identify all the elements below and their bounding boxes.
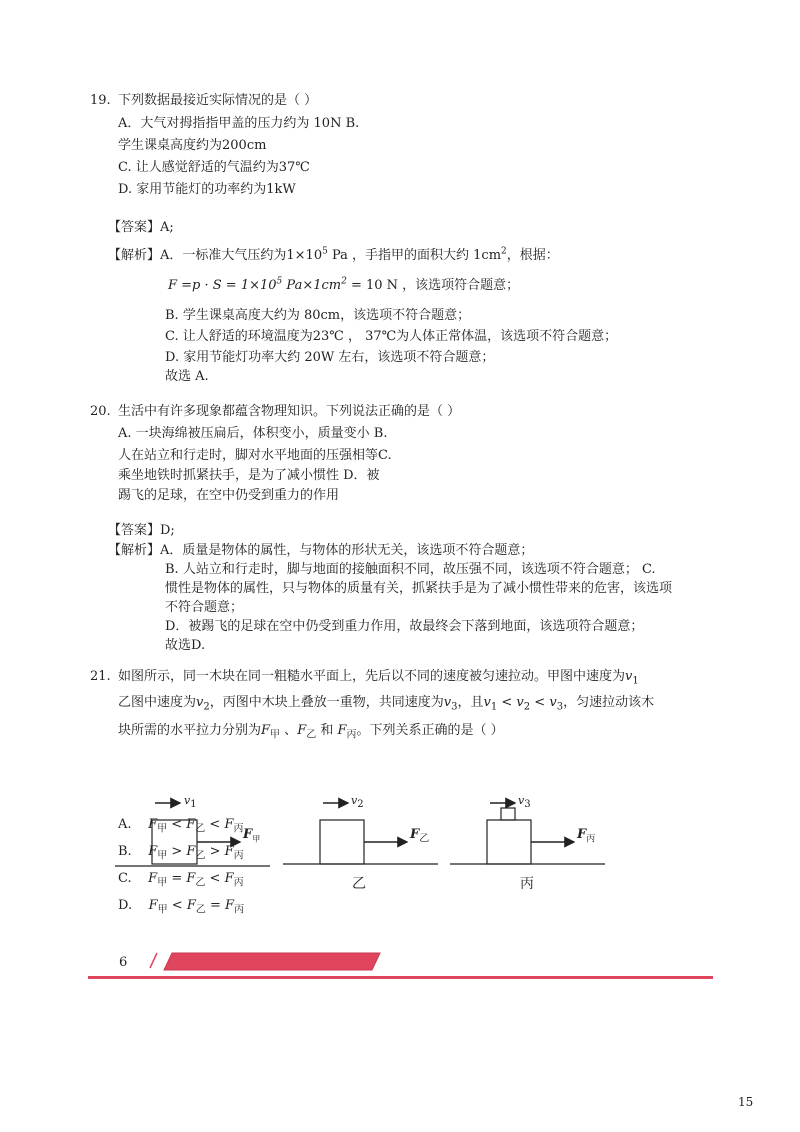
footer-accent bbox=[88, 953, 713, 979]
footer-banner bbox=[164, 953, 380, 970]
q21-f-bing-F: F bbox=[337, 723, 347, 738]
q19-analysis-a-text2: Pa ，手指甲的面积大约 1cm bbox=[327, 248, 502, 263]
q19-formula-exponent2: 2 bbox=[341, 276, 347, 287]
q19-conclusion: 故选 A. bbox=[165, 369, 209, 384]
q21-oc-op2: < bbox=[205, 871, 225, 886]
q19-analysis-a-exponent2: 2 bbox=[501, 246, 507, 257]
q21-ineq-lt-1: < bbox=[497, 695, 517, 710]
q19-formula-text1: F =p · S = 1×10 bbox=[168, 278, 277, 293]
q21-ob-s3: 丙 bbox=[233, 850, 244, 862]
q21-ob-F3: F bbox=[224, 844, 234, 859]
q21-od-F1: F bbox=[148, 898, 158, 913]
q21-ob-s1: 甲 bbox=[157, 850, 168, 862]
q19-stem: 下列数据最接近实际情况的是（ ） bbox=[118, 93, 318, 108]
q19-formula-text3: = 10 N ，该选项符合题意； bbox=[346, 278, 520, 293]
q21-ineq-v1-sub: 1 bbox=[490, 701, 498, 713]
q19-formula-text2: Pa×1cm bbox=[282, 278, 342, 293]
q21-od-op1: < bbox=[167, 898, 187, 913]
q21-ineq-v2-sub: 2 bbox=[523, 701, 531, 713]
q21-ineq-lt-2: < bbox=[530, 695, 550, 710]
q19-analysis-a-exponent: 5 bbox=[322, 246, 328, 257]
q21-ineq-v3: v bbox=[549, 695, 557, 710]
q21-v1: v bbox=[625, 669, 633, 684]
q21-v1-sub: 1 bbox=[632, 675, 639, 687]
q21-option-b bbox=[118, 843, 244, 861]
weight-bing bbox=[501, 808, 515, 820]
q21-line-2-text-a: 乙图中速度为 bbox=[118, 695, 197, 710]
q21-option-b-label: B. bbox=[118, 844, 132, 859]
q21-v3-sub: 3 bbox=[451, 701, 458, 713]
q21-od-F3: F bbox=[225, 898, 235, 913]
q21-oa-s2: 乙 bbox=[195, 823, 206, 835]
q20-stem: 生活中有许多现象都蕴含物理知识。下列说法正确的是（ ） bbox=[118, 404, 461, 419]
q21-ineq-v3-sub: 3 bbox=[556, 701, 564, 713]
q19-number: 19. bbox=[90, 93, 111, 108]
q21-oa-F3: F bbox=[224, 817, 234, 832]
q21-oc-F2: F bbox=[186, 871, 196, 886]
q21-oa-op1: < bbox=[167, 817, 187, 832]
q21-oa-op2: < bbox=[205, 817, 225, 832]
q21-oc-s1: 甲 bbox=[157, 877, 168, 889]
label-v2-sub: 2 bbox=[357, 799, 364, 811]
q21-ineq-v2: v bbox=[516, 695, 524, 710]
q20-conclusion: 故选D. bbox=[165, 638, 206, 653]
q21-f-yi-sub: 乙 bbox=[306, 729, 317, 741]
label-v3-sub: 3 bbox=[524, 799, 531, 811]
q20-line-1: A. 一块海绵被压扁后，体积变小，质量变小 B. bbox=[118, 426, 388, 441]
q21-od-F2: F bbox=[186, 898, 196, 913]
q21-oc-F1: F bbox=[148, 871, 158, 886]
label-f-jia-F: F bbox=[243, 827, 253, 842]
label-v3-v: v bbox=[518, 794, 525, 807]
label-v2-v: v bbox=[351, 794, 358, 807]
footer-slash bbox=[150, 953, 157, 968]
q21-oc-op1: = bbox=[167, 871, 187, 886]
q19-explain-c: C. 让人舒适的环境温度为23℃ ， 37℃为人体正常体温，该选项不符合题意； bbox=[165, 329, 618, 344]
q19-explain-b: B. 学生课桌高度大约为 80cm，该选项不符合题意； bbox=[165, 308, 471, 323]
label-f-yi bbox=[410, 826, 429, 844]
q21-line-2-text-c: ，且 bbox=[457, 695, 484, 710]
footer-rule bbox=[88, 976, 713, 979]
q20-number: 20. bbox=[90, 404, 111, 419]
q21-ob-F1: F bbox=[148, 844, 158, 859]
q19-option-d: D. 家用节能灯的功率约为1kW bbox=[118, 182, 296, 197]
q21-sep: 、 bbox=[280, 723, 298, 738]
q21-line-2-text-d: ，匀速拉动该木 bbox=[563, 695, 655, 710]
label-v2 bbox=[351, 792, 364, 810]
q21-number: 21. bbox=[90, 669, 111, 684]
q21-option-d bbox=[118, 897, 244, 915]
q21-line-3-text-c: 。下列关系正确的是（ ） bbox=[356, 723, 504, 738]
q19-formula-exponent: 5 bbox=[276, 276, 283, 287]
q21-v3: v bbox=[443, 695, 452, 710]
page-number: 6 bbox=[119, 955, 128, 970]
figure-label-bing: 丙 bbox=[520, 876, 534, 892]
q21-oc-F3: F bbox=[224, 871, 234, 886]
q21-oa-s3: 丙 bbox=[233, 823, 244, 835]
q21-option-a bbox=[118, 816, 244, 834]
q20-analysis-5: D．被踢飞的足球在空中仍受到重力作用，故最终会下落到地面，该选项符合题意； bbox=[165, 619, 644, 634]
label-f-yi-sub: 乙 bbox=[419, 833, 430, 845]
q21-od-op2: = bbox=[205, 898, 226, 913]
q21-od-s1: 甲 bbox=[157, 904, 168, 916]
label-v3 bbox=[518, 792, 531, 810]
q21-f-jia-sub: 甲 bbox=[270, 729, 281, 741]
q20-analysis-2: B. 人站立和行走时，脚与地面的接触面积不同，故压强不同，该选项不符合题意； C. bbox=[165, 562, 656, 577]
q19-option-a: A．大气对拇指指甲盖的压力约为 10N B. bbox=[118, 116, 360, 131]
q21-od-s3: 丙 bbox=[234, 904, 245, 916]
q20-analysis-4: 不符合题意； bbox=[165, 600, 244, 615]
q21-v2: v bbox=[196, 695, 204, 710]
q20-answer: 【答案】D; bbox=[108, 523, 175, 538]
block-yi bbox=[320, 820, 364, 864]
q21-line-3-text-a: 块所需的水平拉力分别为 bbox=[118, 723, 262, 738]
label-f-bing-F: F bbox=[577, 827, 587, 842]
q21-f-jia-F: F bbox=[261, 723, 271, 738]
q21-oa-F2: F bbox=[186, 817, 196, 832]
label-v1-v: v bbox=[184, 794, 191, 807]
q21-v2-sub: 2 bbox=[203, 701, 210, 713]
q21-f-bing-sub: 丙 bbox=[346, 729, 357, 741]
label-f-jia-sub: 甲 bbox=[252, 834, 261, 844]
q19-analysis-a-text1: 【解析】A．一标准大气压约为1×10 bbox=[108, 248, 323, 263]
q21-option-c-label: C. bbox=[118, 871, 132, 886]
q19-analysis-a-text3: ，根据： bbox=[506, 248, 559, 263]
q21-oa-F1: F bbox=[148, 817, 158, 832]
label-f-bing-sub: 丙 bbox=[586, 834, 596, 845]
q20-analysis-3: 惯性是物体的属性，只与物体的质量有关，抓紧扶手是为了减小惯性带来的危害，该选项 bbox=[165, 581, 673, 596]
q21-line-2-text-b: ，丙图中木块上叠放一重物，共同速度为 bbox=[209, 695, 444, 710]
q19-option-b: 学生课桌高度约为200cm bbox=[118, 138, 267, 153]
label-f-yi-F: F bbox=[410, 827, 420, 842]
q21-option-d-label: D. bbox=[118, 898, 133, 913]
label-v1-sub: 1 bbox=[190, 799, 197, 811]
q21-oc-s2: 乙 bbox=[195, 877, 206, 889]
q21-line-1-text: 如图所示，同一木块在同一粗糙水平面上，先后以不同的速度被匀速拉动。甲图中速度为 bbox=[118, 669, 626, 684]
q19-explain-d: D. 家用节能灯功率大约 20W 左右，该选项不符合题意； bbox=[165, 350, 495, 365]
q20-line-3: 乘坐地铁时抓紧扶手，是为了减小惯性 D．被 bbox=[118, 468, 380, 483]
figure-label-yi: 乙 bbox=[352, 876, 366, 892]
q19-answer: 【答案】A; bbox=[108, 220, 174, 235]
q21-line-3-text-b: 和 bbox=[320, 723, 334, 738]
q21-ineq-v1: v bbox=[483, 695, 491, 710]
label-f-bing bbox=[577, 826, 595, 844]
label-v1 bbox=[184, 792, 197, 810]
q20-line-4: 踢飞的足球，在空中仍受到重力的作用 bbox=[118, 488, 340, 503]
q21-oc-s3: 丙 bbox=[233, 877, 244, 889]
q21-ob-op2: > bbox=[205, 844, 225, 859]
page-corner-number: 15 bbox=[738, 1095, 754, 1109]
q21-f-yi-F: F bbox=[297, 723, 307, 738]
q19-option-c: C. 让人感觉舒适的气温约为37℃ bbox=[118, 160, 310, 175]
q21-option-a-label: A. bbox=[118, 817, 132, 832]
q20-line-2: 人在站立和行走时，脚对水平地面的压强相等C. bbox=[118, 448, 392, 463]
q21-option-c bbox=[118, 870, 244, 888]
q21-ob-op1: > bbox=[167, 844, 187, 859]
block-bing bbox=[487, 820, 531, 864]
label-f-jia bbox=[243, 826, 260, 844]
q21-ob-s2: 乙 bbox=[195, 850, 206, 862]
q21-od-s2: 乙 bbox=[195, 904, 206, 916]
q20-analysis-1: 【解析】A．质量是物体的属性，与物体的形状无关，该选项不符合题意； bbox=[108, 543, 534, 558]
q21-ob-F2: F bbox=[186, 844, 196, 859]
q21-oa-s1: 甲 bbox=[157, 823, 168, 835]
